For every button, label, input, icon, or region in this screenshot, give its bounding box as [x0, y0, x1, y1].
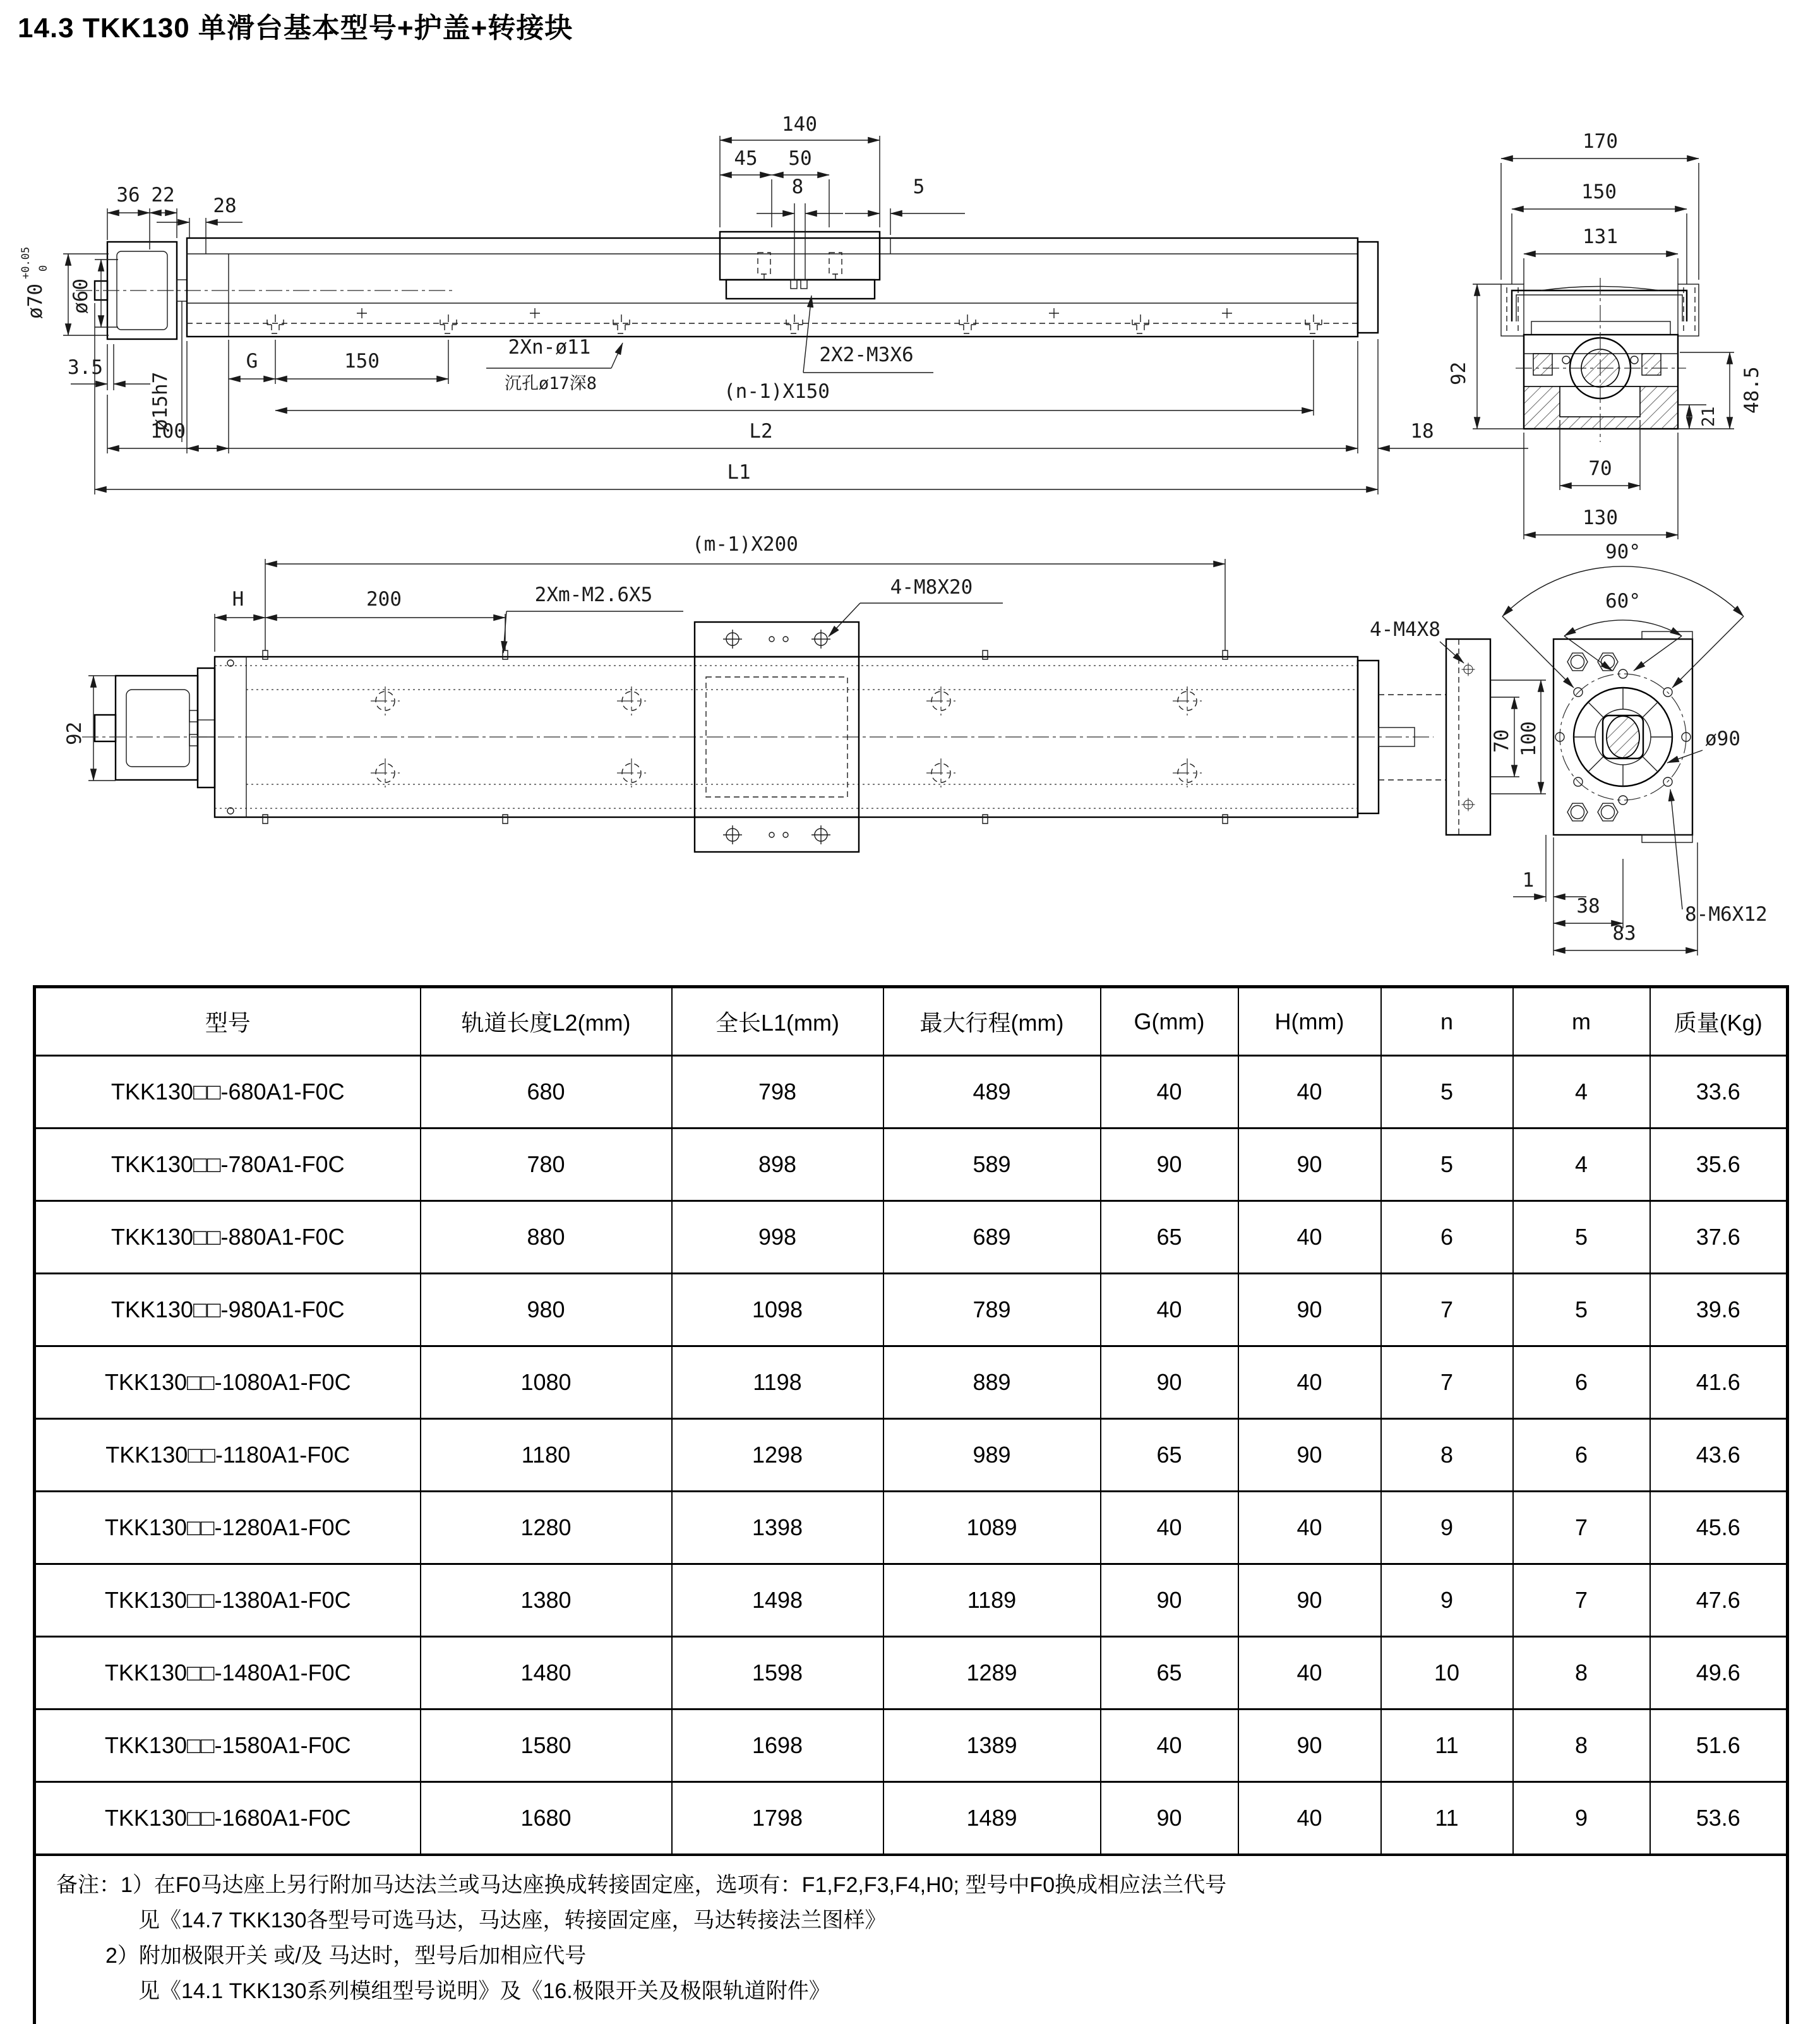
table-row — [35, 1492, 1788, 1564]
value-cell: 90 — [1238, 1564, 1381, 1637]
header-m: m — [1513, 987, 1650, 1056]
dim-dia15h7: ø15h7 — [149, 371, 172, 431]
dim-36: 36 — [116, 184, 140, 207]
value-cell: 5 — [1513, 1201, 1650, 1274]
notes-block — [35, 1855, 1788, 2024]
note-line-1: 备注：1）在F0马达座上另行附加马达法兰或马达座换成转接固定座，选项有：F1,F2,F3,F4,H0; 型号中F0换成相应法兰代号 — [56, 1873, 1227, 1897]
dim-dia90: ø90 — [1705, 728, 1740, 750]
flange-view — [1370, 541, 1768, 955]
value-cell: 40 — [1101, 1056, 1238, 1129]
model-cell: TKK130□□-1180A1-F0C — [35, 1419, 421, 1492]
header-rail-length: 轨道长度L2(mm) — [421, 987, 672, 1056]
dim-70-end: 70 — [1588, 457, 1612, 480]
value-cell: 7 — [1381, 1274, 1513, 1346]
value-cell: 7 — [1513, 1564, 1650, 1637]
callout-m6-bolts: 8-M6X12 — [1685, 903, 1768, 926]
value-cell: 1080 — [421, 1346, 672, 1419]
dim-n-pitch: (n-1)X150 — [724, 380, 830, 403]
dim-dia70-tol-lo: 0 — [37, 265, 50, 272]
value-cell: 980 — [421, 1274, 672, 1346]
dim-150-end: 150 — [1581, 181, 1617, 203]
dim-131: 131 — [1583, 225, 1618, 248]
dim-8: 8 — [791, 176, 804, 198]
dim-200: 200 — [366, 588, 402, 611]
value-cell: 40 — [1238, 1637, 1381, 1710]
value-cell: 47.6 — [1650, 1564, 1788, 1637]
dim-48-5: 48.5 — [1740, 366, 1763, 414]
value-cell: 8 — [1513, 1637, 1650, 1710]
value-cell: 9 — [1381, 1564, 1513, 1637]
dim-dia70: ø70 — [24, 284, 47, 319]
value-cell: 90 — [1238, 1419, 1381, 1492]
value-cell: 680 — [421, 1056, 672, 1129]
value-cell: 1180 — [421, 1419, 672, 1492]
value-cell: 6 — [1513, 1346, 1650, 1419]
value-cell: 1398 — [672, 1492, 883, 1564]
dim-21: 21 — [1699, 406, 1718, 427]
dim-L1: L1 — [727, 461, 751, 484]
value-cell: 5 — [1381, 1056, 1513, 1129]
value-cell: 90 — [1238, 1274, 1381, 1346]
value-cell: 65 — [1101, 1419, 1238, 1492]
value-cell: 1380 — [421, 1564, 672, 1637]
table-row — [35, 1710, 1788, 1782]
value-cell: 898 — [672, 1129, 883, 1201]
value-cell: 1198 — [672, 1346, 883, 1419]
value-cell: 1480 — [421, 1637, 672, 1710]
value-cell: 37.6 — [1650, 1201, 1788, 1274]
value-cell: 11 — [1381, 1710, 1513, 1782]
model-cell: TKK130□□-980A1-F0C — [35, 1274, 421, 1346]
value-cell: 90 — [1101, 1346, 1238, 1419]
dim-3-5: 3.5 — [68, 356, 103, 379]
value-cell: 39.6 — [1650, 1274, 1788, 1346]
value-cell: 65 — [1101, 1637, 1238, 1710]
value-cell: 49.6 — [1650, 1637, 1788, 1710]
value-cell: 40 — [1238, 1056, 1381, 1129]
value-cell: 1498 — [672, 1564, 883, 1637]
side-view — [20, 113, 1528, 494]
value-cell: 41.6 — [1650, 1346, 1788, 1419]
header-n: n — [1381, 987, 1513, 1056]
value-cell: 1389 — [883, 1710, 1101, 1782]
value-cell: 1189 — [883, 1564, 1101, 1637]
value-cell: 4 — [1513, 1056, 1650, 1129]
callout-2xn-holes: 2Xn-ø11 — [508, 336, 591, 359]
value-cell: 1280 — [421, 1492, 672, 1564]
value-cell: 7 — [1381, 1346, 1513, 1419]
table-row — [35, 1274, 1788, 1346]
value-cell: 5 — [1381, 1129, 1513, 1201]
value-cell: 1798 — [672, 1782, 883, 1855]
value-cell: 43.6 — [1650, 1419, 1788, 1492]
technical-drawing — [0, 0, 1820, 982]
dim-18: 18 — [1410, 420, 1434, 443]
value-cell: 90 — [1101, 1782, 1238, 1855]
callout-m26-screws: 2Xm-M2.6X5 — [534, 584, 653, 606]
dim-L2: L2 — [749, 420, 773, 443]
value-cell: 9 — [1513, 1782, 1650, 1855]
dim-dia60: ø60 — [69, 278, 92, 314]
model-cell: TKK130□□-680A1-F0C — [35, 1056, 421, 1129]
note-line-2: 见《14.7 TKK130各型号可选马达，马达座，转接固定座，马达转接法兰图样》 — [138, 1908, 887, 1932]
dim-90deg: 90° — [1605, 541, 1641, 563]
value-cell: 45.6 — [1650, 1492, 1788, 1564]
callout-counterbore-note: 沉孔ø17深8 — [504, 374, 597, 393]
header-model: 型号 — [35, 987, 421, 1056]
table-body — [35, 1056, 1788, 1855]
value-cell: 35.6 — [1650, 1129, 1788, 1201]
dim-92-end: 92 — [1447, 361, 1470, 385]
value-cell: 889 — [883, 1346, 1101, 1419]
value-cell: 989 — [883, 1419, 1101, 1492]
cross-section-view — [1447, 130, 1763, 539]
model-cell: TKK130□□-780A1-F0C — [35, 1129, 421, 1201]
value-cell: 51.6 — [1650, 1710, 1788, 1782]
value-cell: 90 — [1101, 1129, 1238, 1201]
plan-view — [63, 533, 1446, 852]
dim-dia70-tol-hi: +0.05 — [20, 246, 32, 279]
note-line-4: 见《14.1 TKK130系列模组型号说明》及《16.极限开关及极限轨道附件》 — [138, 1979, 830, 2003]
dim-38: 38 — [1576, 895, 1600, 918]
value-cell: 589 — [883, 1129, 1101, 1201]
value-cell: 880 — [421, 1201, 672, 1274]
note-line-3: 2）附加极限开关 或/及 马达时，型号后加相应代号 — [105, 1944, 587, 1968]
page-title: 14.3 TKK130 单滑台基本型号+护盖+转接块 — [18, 13, 573, 44]
value-cell: 5 — [1513, 1274, 1650, 1346]
header-total-length: 全长L1(mm) — [672, 987, 883, 1056]
value-cell: 40 — [1101, 1710, 1238, 1782]
spec-table — [33, 985, 1789, 2024]
value-cell: 6 — [1513, 1419, 1650, 1492]
value-cell: 4 — [1513, 1129, 1650, 1201]
value-cell: 10 — [1381, 1637, 1513, 1710]
model-cell: TKK130□□-880A1-F0C — [35, 1201, 421, 1274]
dim-45: 45 — [734, 147, 758, 170]
table-row — [35, 1129, 1788, 1201]
value-cell: 40 — [1238, 1201, 1381, 1274]
header-weight: 质量(Kg) — [1650, 987, 1788, 1056]
value-cell: 7 — [1513, 1492, 1650, 1564]
value-cell: 798 — [672, 1056, 883, 1129]
value-cell: 90 — [1238, 1710, 1381, 1782]
dim-100-flange: 100 — [1518, 721, 1540, 757]
header-max-stroke: 最大行程(mm) — [883, 987, 1101, 1056]
value-cell: 1598 — [672, 1637, 883, 1710]
value-cell: 9 — [1381, 1492, 1513, 1564]
dim-5: 5 — [913, 176, 925, 198]
table-row — [35, 1637, 1788, 1710]
value-cell: 65 — [1101, 1201, 1238, 1274]
model-cell: TKK130□□-1580A1-F0C — [35, 1710, 421, 1782]
value-cell: 998 — [672, 1201, 883, 1274]
value-cell: 90 — [1101, 1564, 1238, 1637]
model-cell: TKK130□□-1280A1-F0C — [35, 1492, 421, 1564]
value-cell: 11 — [1381, 1782, 1513, 1855]
callout-m8-holes: 4-M8X20 — [890, 576, 973, 599]
table-row — [35, 1564, 1788, 1637]
table-row — [35, 1782, 1788, 1855]
model-cell: TKK130□□-1080A1-F0C — [35, 1346, 421, 1419]
value-cell: 40 — [1238, 1346, 1381, 1419]
callout-m4-holes: 4-M4X8 — [1370, 618, 1440, 641]
value-cell: 90 — [1238, 1129, 1381, 1201]
value-cell: 40 — [1238, 1782, 1381, 1855]
value-cell: 8 — [1513, 1710, 1650, 1782]
dim-150: 150 — [344, 350, 380, 373]
table-row — [35, 1346, 1788, 1419]
dim-70-flange: 70 — [1490, 729, 1513, 753]
value-cell: 8 — [1381, 1419, 1513, 1492]
dim-H: H — [232, 588, 244, 611]
dim-130: 130 — [1583, 506, 1618, 529]
value-cell: 689 — [883, 1201, 1101, 1274]
value-cell: 1698 — [672, 1710, 883, 1782]
dim-83: 83 — [1612, 922, 1636, 945]
dim-22: 22 — [151, 184, 175, 207]
dim-140: 140 — [782, 113, 817, 136]
value-cell: 33.6 — [1650, 1056, 1788, 1129]
value-cell: 40 — [1101, 1274, 1238, 1346]
value-cell: 6 — [1381, 1201, 1513, 1274]
side-view-dimensions — [20, 113, 1528, 494]
dim-1: 1 — [1522, 869, 1535, 892]
header-h: H(mm) — [1238, 987, 1381, 1056]
value-cell: 489 — [883, 1056, 1101, 1129]
dim-170: 170 — [1583, 130, 1618, 153]
dim-28: 28 — [213, 195, 237, 217]
model-cell: TKK130□□-1680A1-F0C — [35, 1782, 421, 1855]
value-cell: 1489 — [883, 1782, 1101, 1855]
table-header — [35, 987, 1788, 1056]
table-row — [35, 1419, 1788, 1492]
dim-m-pitch: (m-1)X200 — [692, 533, 798, 556]
value-cell: 780 — [421, 1129, 672, 1201]
value-cell: 789 — [883, 1274, 1101, 1346]
value-cell: 1089 — [883, 1492, 1101, 1564]
callout-m3-screws: 2X2-M3X6 — [819, 344, 914, 366]
model-cell: TKK130□□-1480A1-F0C — [35, 1637, 421, 1710]
value-cell: 53.6 — [1650, 1782, 1788, 1855]
header-g: G(mm) — [1101, 987, 1238, 1056]
dim-50: 50 — [788, 147, 812, 170]
value-cell: 40 — [1101, 1492, 1238, 1564]
value-cell: 1680 — [421, 1782, 672, 1855]
value-cell: 1289 — [883, 1637, 1101, 1710]
dim-G: G — [246, 350, 258, 373]
dim-100: 100 — [150, 420, 186, 443]
table-row — [35, 1056, 1788, 1129]
value-cell: 1098 — [672, 1274, 883, 1346]
model-cell: TKK130□□-1380A1-F0C — [35, 1564, 421, 1637]
value-cell: 1298 — [672, 1419, 883, 1492]
dim-60deg: 60° — [1605, 590, 1641, 613]
value-cell: 40 — [1238, 1492, 1381, 1564]
table-row — [35, 1201, 1788, 1274]
dim-92-plan: 92 — [63, 721, 86, 745]
value-cell: 1580 — [421, 1710, 672, 1782]
